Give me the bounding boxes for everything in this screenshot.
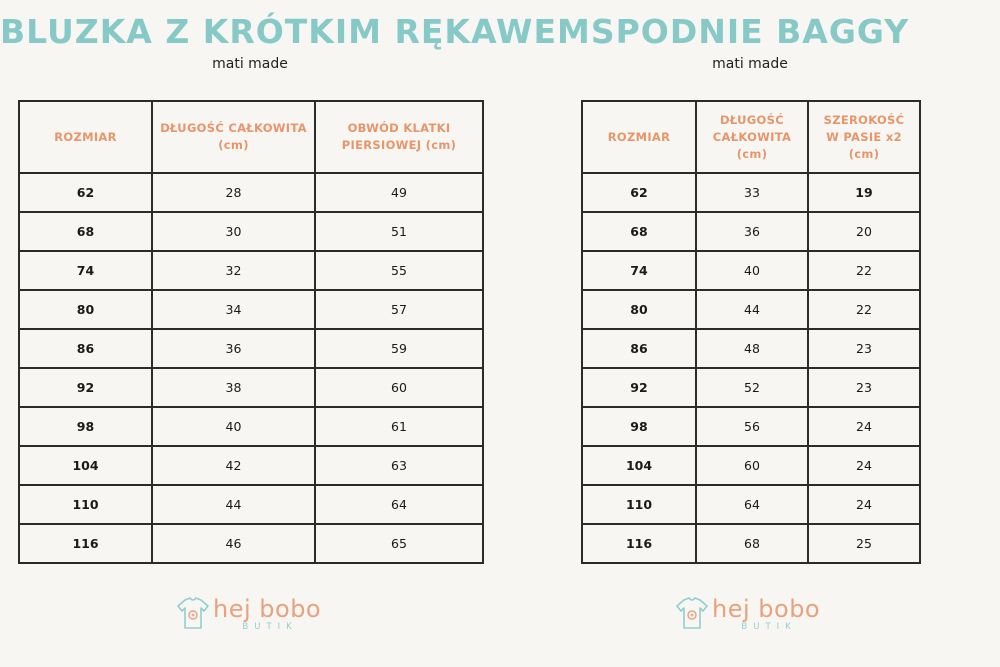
measurement-cell: 40 bbox=[696, 251, 808, 290]
logo-name: hej bobo bbox=[213, 595, 322, 623]
measurement-cell: 49 bbox=[315, 173, 483, 212]
column-header: SZEROKOŚĆ W PASIE x2 (cm) bbox=[808, 101, 920, 173]
right-title: SPODNIE BAGGY bbox=[590, 12, 910, 51]
measurement-cell: 23 bbox=[808, 368, 920, 407]
size-cell: 86 bbox=[19, 329, 152, 368]
right-logo bbox=[675, 596, 820, 632]
measurement-cell: 44 bbox=[152, 485, 315, 524]
size-cell: 74 bbox=[19, 251, 152, 290]
measurement-cell: 55 bbox=[315, 251, 483, 290]
left-subtitle: mati made bbox=[212, 56, 288, 72]
measurement-cell: 19 bbox=[808, 173, 920, 212]
left-title: BLUZKA Z KRÓTKIM RĘKAWEM bbox=[0, 12, 591, 51]
table-row bbox=[582, 290, 920, 329]
size-cell: 80 bbox=[19, 290, 152, 329]
table-row bbox=[582, 524, 920, 563]
measurement-cell: 30 bbox=[152, 212, 315, 251]
size-cell: 98 bbox=[19, 407, 152, 446]
measurement-cell: 60 bbox=[315, 368, 483, 407]
size-cell: 116 bbox=[582, 524, 696, 563]
column-header: DŁUGOŚĆ CAŁKOWITA (cm) bbox=[696, 101, 808, 173]
logo-subtitle: BUTIK bbox=[242, 622, 298, 632]
size-cell: 80 bbox=[582, 290, 696, 329]
table-row bbox=[582, 251, 920, 290]
size-cell: 98 bbox=[582, 407, 696, 446]
measurement-cell: 64 bbox=[315, 485, 483, 524]
column-header: ROZMIAR bbox=[582, 101, 696, 173]
measurement-cell: 56 bbox=[696, 407, 808, 446]
table-row bbox=[582, 212, 920, 251]
table-header-row bbox=[19, 101, 483, 173]
size-cell: 68 bbox=[582, 212, 696, 251]
size-cell: 116 bbox=[19, 524, 152, 563]
table-row bbox=[582, 446, 920, 485]
measurement-cell: 36 bbox=[152, 329, 315, 368]
table-header-row bbox=[582, 101, 920, 173]
measurement-cell: 32 bbox=[152, 251, 315, 290]
size-cell: 74 bbox=[582, 251, 696, 290]
size-cell: 92 bbox=[19, 368, 152, 407]
logo-subtitle: BUTIK bbox=[741, 622, 797, 632]
measurement-cell: 48 bbox=[696, 329, 808, 368]
table-row bbox=[582, 329, 920, 368]
measurement-cell: 38 bbox=[152, 368, 315, 407]
measurement-cell: 60 bbox=[696, 446, 808, 485]
table-row bbox=[19, 173, 483, 212]
measurement-cell: 51 bbox=[315, 212, 483, 251]
table-row bbox=[582, 485, 920, 524]
size-cell: 92 bbox=[582, 368, 696, 407]
table-row bbox=[582, 173, 920, 212]
baby-shirt-icon bbox=[176, 596, 210, 632]
measurement-cell: 57 bbox=[315, 290, 483, 329]
measurement-cell: 36 bbox=[696, 212, 808, 251]
measurement-cell: 64 bbox=[696, 485, 808, 524]
right-panel bbox=[500, 0, 1000, 667]
measurement-cell: 20 bbox=[808, 212, 920, 251]
measurement-cell: 52 bbox=[696, 368, 808, 407]
measurement-cell: 23 bbox=[808, 329, 920, 368]
size-cell: 86 bbox=[582, 329, 696, 368]
table-row bbox=[19, 251, 483, 290]
measurement-cell: 42 bbox=[152, 446, 315, 485]
table-row bbox=[582, 407, 920, 446]
baby-shirt-icon bbox=[675, 596, 709, 632]
measurement-cell: 24 bbox=[808, 485, 920, 524]
measurement-cell: 28 bbox=[152, 173, 315, 212]
measurement-cell: 34 bbox=[152, 290, 315, 329]
size-cell: 62 bbox=[582, 173, 696, 212]
measurement-cell: 40 bbox=[152, 407, 315, 446]
measurement-cell: 24 bbox=[808, 407, 920, 446]
table-row bbox=[19, 290, 483, 329]
table-row bbox=[19, 212, 483, 251]
size-cell: 68 bbox=[19, 212, 152, 251]
size-cell: 104 bbox=[582, 446, 696, 485]
right-subtitle: mati made bbox=[712, 56, 788, 72]
measurement-cell: 59 bbox=[315, 329, 483, 368]
measurement-cell: 22 bbox=[808, 251, 920, 290]
size-cell: 110 bbox=[19, 485, 152, 524]
measurement-cell: 68 bbox=[696, 524, 808, 563]
table-row bbox=[19, 329, 483, 368]
left-logo bbox=[176, 596, 321, 632]
table-row bbox=[19, 446, 483, 485]
left-size-table bbox=[18, 100, 484, 564]
table-row bbox=[582, 368, 920, 407]
table-row bbox=[19, 368, 483, 407]
column-header: OBWÓD KLATKI PIERSIOWEJ (cm) bbox=[315, 101, 483, 173]
logo-name: hej bobo bbox=[712, 595, 821, 623]
measurement-cell: 63 bbox=[315, 446, 483, 485]
table-row bbox=[19, 485, 483, 524]
column-header: ROZMIAR bbox=[19, 101, 152, 173]
measurement-cell: 24 bbox=[808, 446, 920, 485]
size-cell: 104 bbox=[19, 446, 152, 485]
measurement-cell: 61 bbox=[315, 407, 483, 446]
measurement-cell: 65 bbox=[315, 524, 483, 563]
measurement-cell: 46 bbox=[152, 524, 315, 563]
table-row bbox=[19, 524, 483, 563]
column-header: DŁUGOŚĆ CAŁKOWITA (cm) bbox=[152, 101, 315, 173]
measurement-cell: 25 bbox=[808, 524, 920, 563]
measurement-cell: 22 bbox=[808, 290, 920, 329]
measurement-cell: 33 bbox=[696, 173, 808, 212]
measurement-cell: 44 bbox=[696, 290, 808, 329]
size-cell: 110 bbox=[582, 485, 696, 524]
size-cell: 62 bbox=[19, 173, 152, 212]
table-row bbox=[19, 407, 483, 446]
right-size-table bbox=[581, 100, 921, 564]
